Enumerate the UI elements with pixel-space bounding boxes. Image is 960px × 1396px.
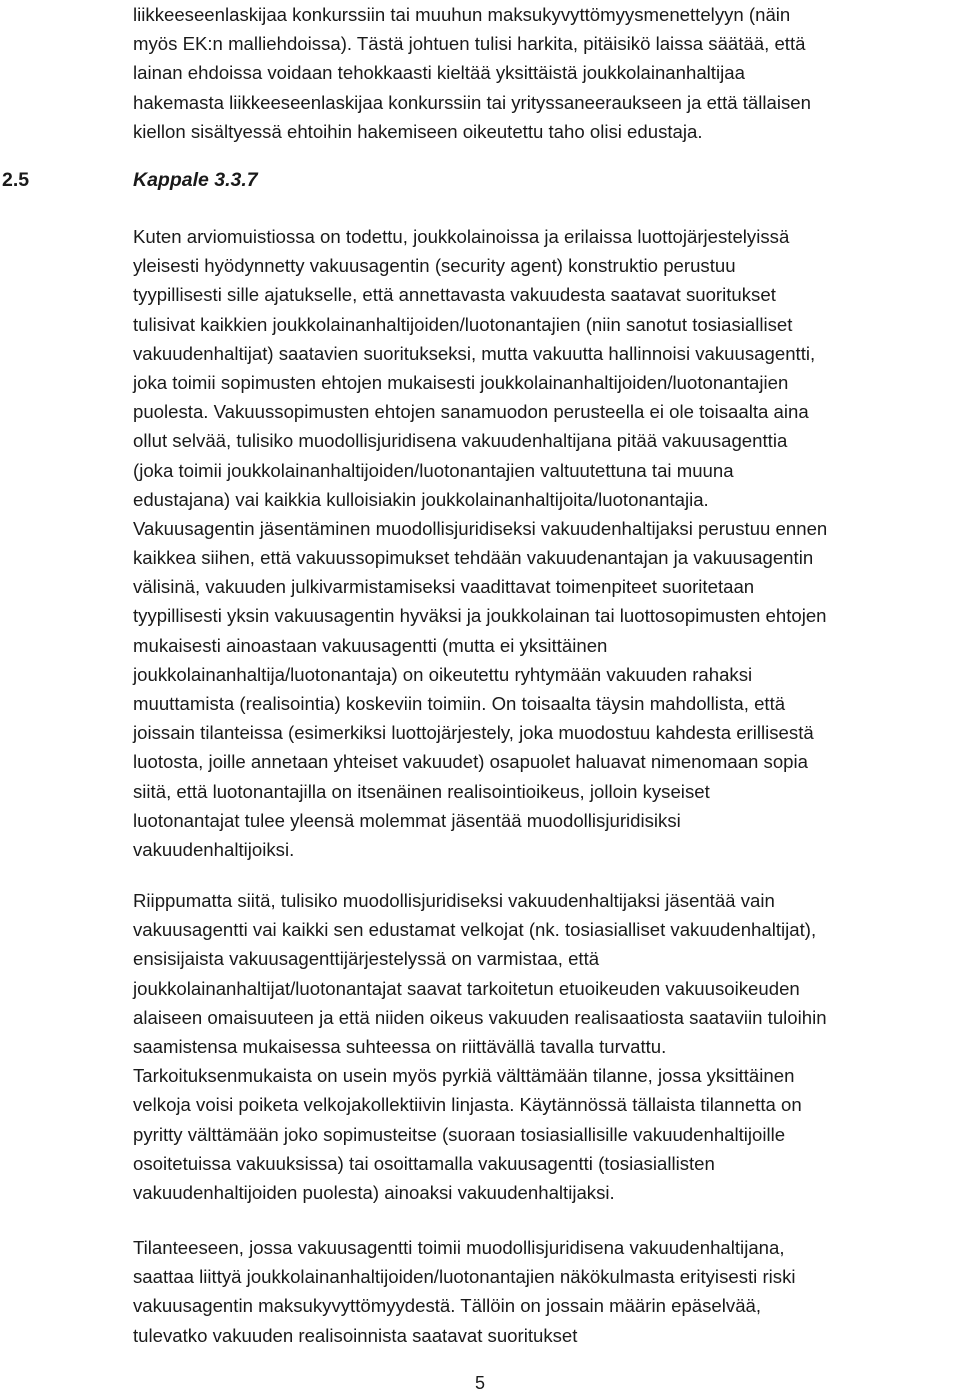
text-line: tyypillisesti yksin vakuusagentin hyväksi ja joukkolainan tai luottosopimusten ehtojen (133, 605, 827, 627)
text-line: siitä, että luotonantajilla on itsenäinen realisointioikeus, jolloin kyseiset (133, 780, 710, 802)
text-line: muuttamista (realisointia) koskeviin toimiin. On toisaalta täysin mahdollista, että (133, 693, 786, 714)
text-line: puolesta. Vakuussopimusten ehtojen sanamuodon perusteella ei ole toisaalta aina (133, 401, 809, 423)
text-line: joukkolainanhaltijat/luotonantajat saavat tarkoitetun etuoikeuden vakuusoikeuden (133, 977, 800, 999)
text-line: Kuten arviomuistiossa on todettu, joukkolainoissa ja erilaissa luottojärjestelyissä (133, 226, 790, 247)
text-line: velkoja voisi poiketa velkojakollektiivin linjasta. Käytännössä tällaista tilannetta on (133, 1094, 802, 1116)
text-line: Tilanteeseen, jossa vakuusagentti toimii muodollisjuridisena vakuudenhaltijana, (133, 1237, 785, 1258)
text-line: tulisivat kaikkien joukkolainanhaltijoiden/luotonantajien (niin sanotut tosiasialliset (133, 313, 793, 335)
text-line: hakemasta liikkeeseenlaskijaa konkurssiin tai yrityssaneeraukseen ja että tällaisen (133, 91, 811, 113)
text-line: saamistensa mukaisessa suhteessa on riittävällä tavalla turvattu. (133, 1035, 667, 1057)
section-number: 2.5 (2, 169, 30, 191)
text-line: lainan ehdoissa voidaan tehokkaasti kieltää yksittäistä joukkolainanhaltijaa (133, 62, 745, 84)
text-line: luotosta, joille annetaan yhteiset vakuudet) osapuolet haluavat nimenomaan sopia (133, 751, 808, 773)
text-line: (joka toimii joukkolainanhaltijoiden/luotonantajien valtuutettuna tai muuna (133, 459, 734, 481)
text-line: vakuudenhaltijoiden puolesta) ainoaksi vakuudenhaltijaksi. (133, 1181, 615, 1203)
text-line: joissain tilanteissa (esimerkiksi luottojärjestely, joka muodostuu kahdesta erillisestä (133, 722, 814, 744)
text-line: Tarkoituksenmukaista on usein myös pyrkiä välttämään tilanne, jossa yksittäinen (133, 1065, 795, 1087)
text-line: alaiseen omaisuuteen ja että niiden oikeus vakuuden realisaatiosta saataviin tuloihin (133, 1006, 827, 1028)
text-line: saattaa liittyä joukkolainanhaltijoiden/luotonantajien näkökulmasta erityisesti riski (133, 1266, 796, 1288)
page-number: 5 (475, 1373, 486, 1393)
text-line: vakuudenhaltijat) saatavien suoritukseksi, mutta vakuutta hallinnoisi vakuusagentti, (133, 342, 816, 364)
text-line: tyypillisesti sille ajatukselle, että annettavasta vakuudesta saatavat suoritukset (133, 284, 776, 306)
section-title: Kappale 3.3.7 (133, 169, 258, 191)
text-line: yleisesti hyödynnetty vakuusagentin (security agent) konstruktio perustuu (133, 255, 736, 277)
paragraph-insolvency-risk (133, 1233, 960, 1350)
text-line: Riippumatta siitä, tulisiko muodollisjuridiseksi vakuudenhaltijaksi jäsentää vain (133, 890, 775, 911)
text-line: myös EK:n malliehdoissa). Tästä johtuen tulisi harkita, pitäisikö laissa säätää, että (133, 33, 806, 55)
paragraph-security-agent (133, 222, 960, 864)
text-line: joka toimii sopimusten ehtojen mukaisesti joukkolainanhaltijoiden/luotonantajien (133, 371, 789, 393)
text-line: Vakuusagentin jäsentäminen muodollisjuridiseksi vakuudenhaltijaksi perustuu ennen (133, 517, 828, 539)
text-line: kaikkea siihen, että vakuussopimukset tehdään vakuudenantajan ja vakuusagentin (133, 547, 814, 569)
text-line: vakuusagentin maksukyvyttömyydestä. Tällöin on jossain määrin epäselvää, (133, 1295, 762, 1317)
text-line: pyritty välttämään joko sopimusteitse (suoraan tosiasiallisille vakuudenhaltijoille (133, 1123, 786, 1145)
section-heading (2, 166, 258, 195)
text-line: luotonantajat tulee yleensä molemmat jäsentää muodollisjuridisiksi (133, 809, 681, 831)
text-line: mukaisesti ainoastaan vakuusagentti (mutta ei yksittäinen (133, 634, 608, 656)
intro-paragraph (133, 0, 960, 146)
text-line: liikkeeseenlaskijaa konkurssiin tai muuhun maksukyvyttömyysmenettelyyn (näin (133, 4, 791, 25)
text-line: vakuudenhaltijoiksi. (133, 838, 295, 860)
text-line: joukkolainanhaltija/luotonantaja) on oikeutettu ryhtymään vakuuden rahaksi (133, 663, 753, 685)
paragraph-creditor-protection (133, 886, 960, 1207)
text-line: edustajana) vai kaikkia kulloisiakin joukkolainanhaltijoita/luotonantajia. (133, 488, 709, 510)
text-line: tulevatko vakuuden realisoinnista saatavat suoritukset (133, 1324, 578, 1346)
text-line: ensisijaista vakuusagenttijärjestelyssä on varmistaa, että (133, 948, 600, 970)
text-line: välisinä, vakuuden julkivarmistamiseksi vaadittavat toimenpiteet suoritetaan (133, 576, 755, 598)
text-line: osoitetuissa vakuuksissa) tai osoittamalla vakuusagentti (tosiasiallisten (133, 1152, 715, 1174)
text-line: ollut selvää, tulisiko muodollisjuridisena vakuudenhaltijana pitää vakuusagenttia (133, 430, 788, 452)
text-line: vakuusagentti vai kaikki sen edustamat velkojat (nk. tosiasialliset vakuudenhaltijat), (133, 919, 817, 941)
text-line: kiellon sisältyessä ehtoihin hakemiseen oikeutettu taho olisi edustaja. (133, 120, 703, 142)
